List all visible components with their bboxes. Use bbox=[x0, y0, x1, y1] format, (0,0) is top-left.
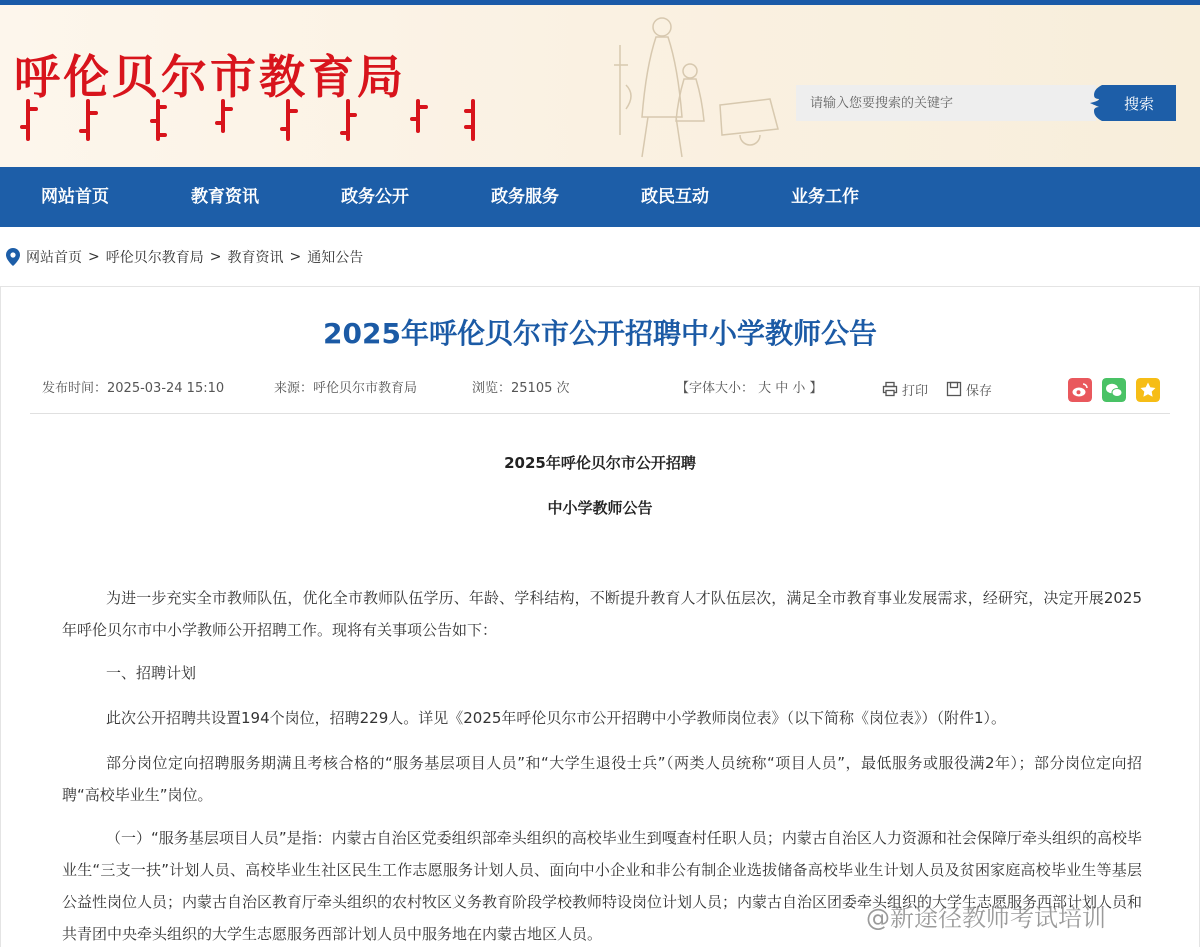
breadcrumb-separator: > bbox=[209, 249, 222, 265]
save-label: 保存 bbox=[966, 383, 993, 399]
header-illustration bbox=[600, 5, 790, 167]
nav-item-government-services[interactable]: 政务服务 bbox=[491, 187, 559, 207]
font-size-control[interactable]: 【字体大小： 大 中 小 】 bbox=[676, 381, 823, 396]
weibo-icon[interactable] bbox=[1068, 378, 1092, 402]
breadcrumb-separator: > bbox=[88, 249, 100, 265]
print-label: 打印 bbox=[902, 383, 929, 399]
wechat-icon[interactable] bbox=[1102, 378, 1126, 402]
breadcrumb-education-news[interactable]: 教育资讯 bbox=[227, 250, 284, 266]
section-heading-recruitment-plan: 一、招聘计划 bbox=[106, 664, 197, 682]
breadcrumb-separator: > bbox=[289, 249, 302, 265]
article-title: 2025年呼伦贝尔市公开招聘中小学教师公告 bbox=[323, 317, 877, 350]
nav-item-business-work[interactable]: 业务工作 bbox=[791, 187, 859, 207]
breadcrumb-home[interactable]: 网站首页 bbox=[26, 250, 82, 266]
article-subtitle-line2: 中小学教师公告 bbox=[547, 499, 653, 517]
paragraph-service-personnel: （一）“服务基层项目人员”是指：内蒙古自治区党委组织部牵头组织的高校毕业生到嘎查村任职人员；内蒙古自治区人力资源和社会保障厅牵头组织的高校毕业生“三支一扶”计划人员、高校毕业生社区民生工作志愿服务计划人员、面向中小企业和非公有制企业选拔储备高校毕业生计划人员及贫困家庭高校毕业生等基层公益性岗位人员；内蒙古自治区教育厅牵头组织的农村牧区义务教育阶段学校教师特设岗位计划人员；内蒙古自治区团委牵头组织的大学生志愿服务西部计划人员和共青团中央牵头组织的大学生志愿服务西部计划人员中服务地在内蒙古地区人员。 bbox=[62, 829, 1143, 943]
save-button[interactable] bbox=[946, 379, 992, 399]
search-input[interactable] bbox=[796, 85, 1096, 121]
breadcrumb-notices[interactable]: 通知公告 bbox=[307, 250, 364, 266]
breadcrumb bbox=[6, 246, 363, 268]
search-bar bbox=[796, 81, 1176, 125]
breadcrumb-bureau[interactable]: 呼伦贝尔教育局 bbox=[105, 250, 204, 266]
article-subtitle-line1: 2025年呼伦贝尔市公开招聘 bbox=[504, 454, 696, 472]
nav-item-interaction[interactable]: 政民互动 bbox=[641, 187, 709, 207]
paragraph-intro: 为进一步充实全市教师队伍，优化全市教师队伍学历、年龄、学科结构，不断提升教育人才队伍层次，满足全市教育事业发展需求，经研究，决定开展2025年呼伦贝尔市中小学教师公开招聘工作。现将有关事项公告如下： bbox=[62, 589, 1142, 639]
favorite-icon[interactable] bbox=[1136, 378, 1160, 402]
watermark: @新途径教师考试培训 bbox=[866, 904, 1106, 932]
search-button[interactable]: 搜索 bbox=[1102, 85, 1176, 121]
print-button[interactable] bbox=[882, 379, 928, 399]
location-pin-icon bbox=[6, 248, 20, 266]
site-title: 呼伦贝尔市教育局 bbox=[14, 50, 406, 104]
paragraph-targeted-recruitment: 部分岗位定向招聘服务期满且考核合格的“服务基层项目人员”和“大学生退役士兵”（两类人员统称“项目人员”，最低服务或服役满2年）；部分岗位定向招聘“高校毕业生”岗位。 bbox=[62, 754, 1142, 804]
paragraph-positions: 此次公开招聘共设置194个岗位，招聘229人。详见《2025年呼伦贝尔市公开招聘中小学教师岗位表》（以下简称《岗位表》）（附件1）。 bbox=[106, 709, 1006, 727]
article-source: 来源：呼伦贝尔市教育局 bbox=[274, 381, 418, 396]
meta-divider bbox=[30, 413, 1170, 414]
view-count: 浏览：25105 次 bbox=[472, 381, 570, 396]
save-icon bbox=[946, 381, 962, 397]
publish-time: 发布时间：2025-03-24 15:10 bbox=[42, 381, 225, 396]
nav-item-home[interactable]: 网站首页 bbox=[41, 187, 109, 207]
printer-icon bbox=[882, 381, 898, 397]
nav-item-government-affairs[interactable]: 政务公开 bbox=[341, 187, 409, 207]
nav-item-education-news[interactable]: 教育资讯 bbox=[191, 187, 259, 207]
main-nav bbox=[0, 167, 1200, 227]
mongolian-script-logo bbox=[18, 97, 478, 145]
site-header bbox=[0, 5, 1200, 167]
